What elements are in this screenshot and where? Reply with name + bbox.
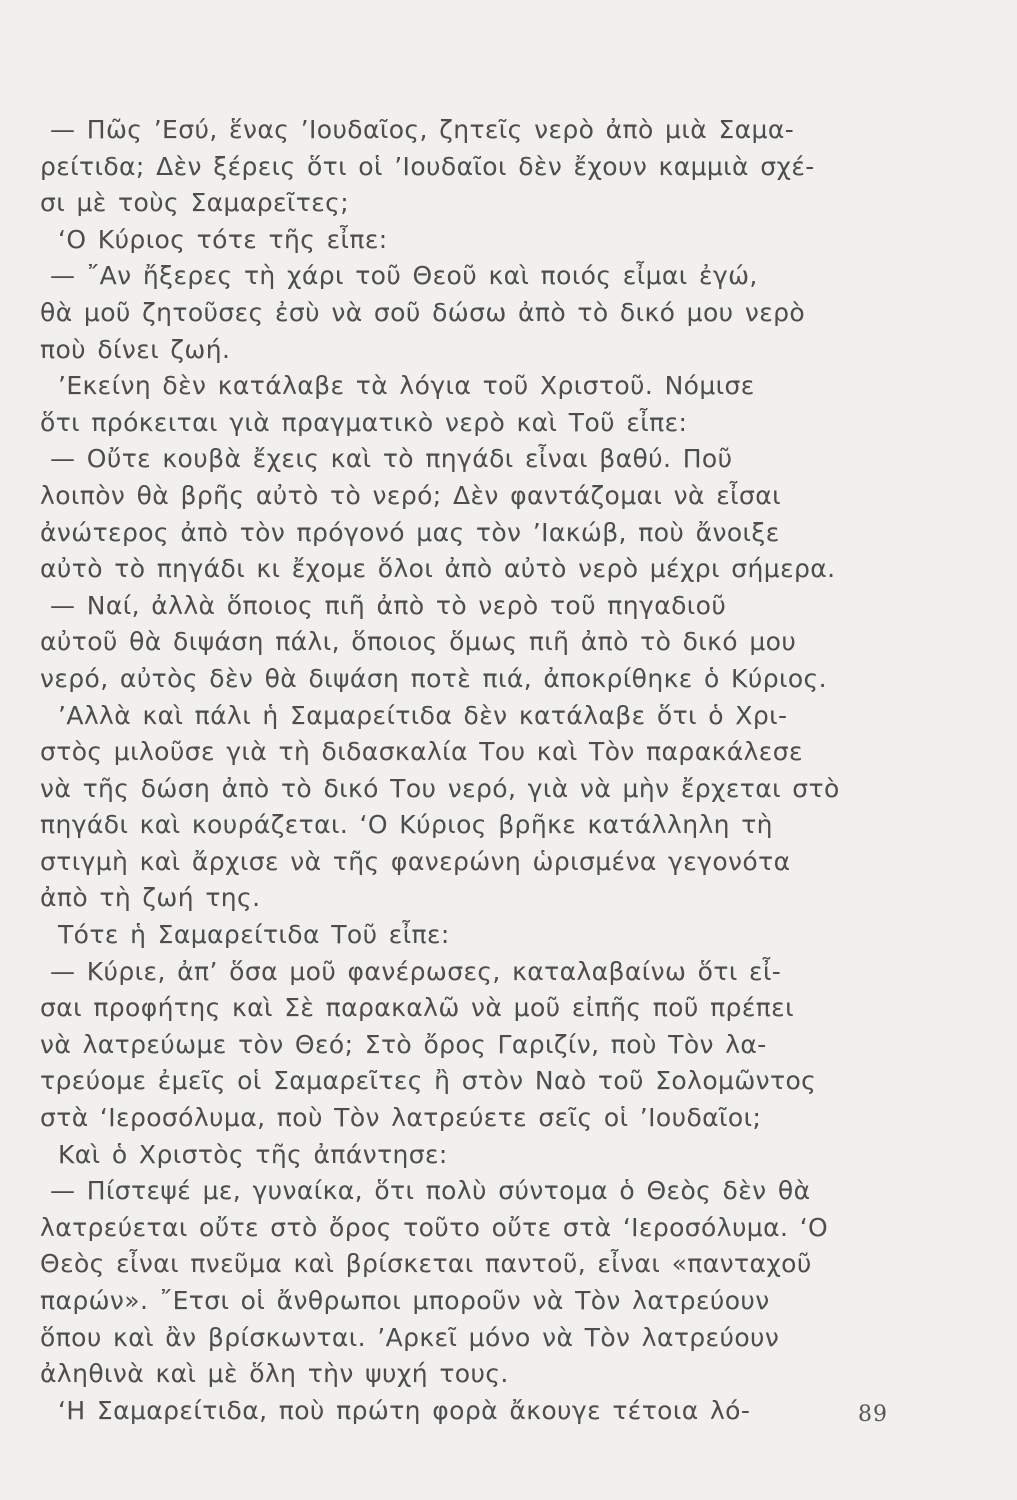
text-line: σι μὲ τοὺς Σαμαρεῖτες; xyxy=(40,188,350,218)
text-line: θὰ μοῦ ζητοῦσες ἐσὺ νὰ σοῦ δώσω ἀπὸ τὸ δικό μου νερὸ xyxy=(40,297,806,327)
text-line: στὸς μιλοῦσε γιὰ τὴ διδασκαλία Του καὶ Τὸν παρακάλεσε xyxy=(40,737,803,767)
text-line: ποὺ δίνει ζωή. xyxy=(40,334,231,364)
text-line: νὰ λατρεύωμε τὸν Θεό; Στὸ ὄρος Γαριζίν, ποὺ Τὸν λα- xyxy=(40,1029,767,1059)
text-line: νὰ τῆς δώση ἀπὸ τὸ δικό Του νερό, γιὰ νὰ μὴν ἔρχεται στὸ xyxy=(40,773,840,803)
text-line: αὐτὸ τὸ πηγάδι κι ἔχομε ὅλοι ἀπὸ αὐτὸ νερὸ μέχρι σήμερα. xyxy=(40,554,836,584)
text-line: Τότε ἡ Σαμαρείτιδα Τοῦ εἶπε: xyxy=(58,920,450,950)
text-line: λατρεύεται οὔτε στὸ ὄρος τοῦτο οὔτε στὰ ‘Ιεροσόλυμα. ‘Ο xyxy=(40,1212,829,1242)
text-line: ’Εκείνη δὲν κατάλαβε τὰ λόγια τοῦ Χριστοῦ. Νόμισε xyxy=(58,371,755,401)
text-line: Θεὸς εἶναι πνεῦμα καὶ βρίσκεται παντοῦ, εἶναι «πανταχοῦ xyxy=(40,1249,812,1279)
text-line: ἀπὸ τὴ ζωή της. xyxy=(40,883,261,913)
text-line: Καὶ ὁ Χριστὸς τῆς ἀπάντησε: xyxy=(58,1139,448,1169)
text-line: ἀληθινὰ καὶ μὲ ὅλη τὴν ψυχή τους. xyxy=(40,1359,509,1389)
text-line: σαι προφήτης καὶ Σὲ παρακαλῶ νὰ μοῦ εἰπῆς ποῦ πρέπει xyxy=(40,993,794,1023)
text-line: νερό, αὐτὸς δὲν θὰ διψάση ποτὲ πιά, ἀποκρίθηκε ὁ Κύριος. xyxy=(40,663,827,693)
text-line: — ῎Αν ἤξερες τὴ χάρι τοῦ Θεοῦ καὶ ποιός εἶμαι ἐγώ, xyxy=(50,261,758,291)
text-line: πηγάδι καὶ κουράζεται. ‘Ο Κύριος βρῆκε κατάλληλη τὴ xyxy=(40,810,773,840)
text-line: παρών». ῎Ετσι οἱ ἄνθρωποι μποροῦν νὰ Τὸν λατρεύουν xyxy=(40,1286,770,1315)
text-line: ‘Η Σαμαρείτιδα, ποὺ πρώτη φορὰ ἄκουγε τέτοια λό- xyxy=(58,1395,751,1425)
text-line: λοιπὸν θὰ βρῆς αὐτὸ τὸ νερό; Δὲν φαντάζομαι νὰ εἶσαι xyxy=(40,480,781,510)
text-line: ἀνώτερος ἀπὸ τὸν πρόγονό μας τὸν ’Ιακώβ, ποὺ ἄνοιξε xyxy=(40,517,780,547)
body-text xyxy=(40,112,900,1429)
text-line: — Οὔτε κουβὰ ἔχεις καὶ τὸ πηγάδι εἶναι βαθύ. Ποῦ xyxy=(50,444,733,474)
text-line: ὅπου καὶ ἂν βρίσκωνται. ’Αρκεῖ μόνο νὰ Τὸν λατρεύουν xyxy=(40,1322,780,1352)
text-line: στὰ ‘Ιεροσόλυμα, ποὺ Τὸν λατρεύετε σεῖς οἱ ’Ιουδαῖοι; xyxy=(40,1103,762,1133)
text-line: ὅτι πρόκειται γιὰ πραγματικὸ νερὸ καὶ Τοῦ εἶπε: xyxy=(40,407,688,437)
text-line: — Κύριε, ἀπ’ ὅσα μοῦ φανέρωσες, καταλαβαίνω ὅτι εἶ- xyxy=(50,956,782,986)
text-line: στιγμὴ καὶ ἄρχισε νὰ τῆς φανερώνη ὡρισμένα γεγονότα xyxy=(40,846,791,876)
text-line: ’Αλλὰ καὶ πάλι ἡ Σαμαρείτιδα δὲν κατάλαβε ὅτι ὁ Χρι- xyxy=(58,700,788,730)
text-line: — Πῶς ’Εσύ, ἕνας ’Ιουδαῖος, ζητεῖς νερὸ ἀπὸ μιὰ Σαμα- xyxy=(50,115,795,144)
page-number: 89 xyxy=(858,1402,888,1427)
text-line: ρείτιδα; Δὲν ξέρεις ὅτι οἱ ’Ιουδαῖοι δὲν ἔχουν καμμιὰ σχέ- xyxy=(40,151,815,181)
text-line: ‘Ο Κύριος τότε τῆς εἶπε: xyxy=(58,224,388,254)
text-line: — Πίστεψέ με, γυναίκα, ὅτι πολὺ σύντομα ὁ Θεὸς δὲν θὰ xyxy=(50,1176,811,1206)
text-line: — Ναί, ἀλλὰ ὅποιος πιῆ ἀπὸ τὸ νερὸ τοῦ πηγαδιοῦ xyxy=(50,590,727,620)
text-line: αὐτοῦ θὰ διψάση πάλι, ὅποιος ὅμως πιῆ ἀπὸ τὸ δικό μου xyxy=(40,627,797,657)
text-line: τρεύομε ἐμεῖς οἱ Σαμαρεῖτες ἢ στὸν Ναὸ τοῦ Σολομῶντος xyxy=(40,1066,817,1096)
